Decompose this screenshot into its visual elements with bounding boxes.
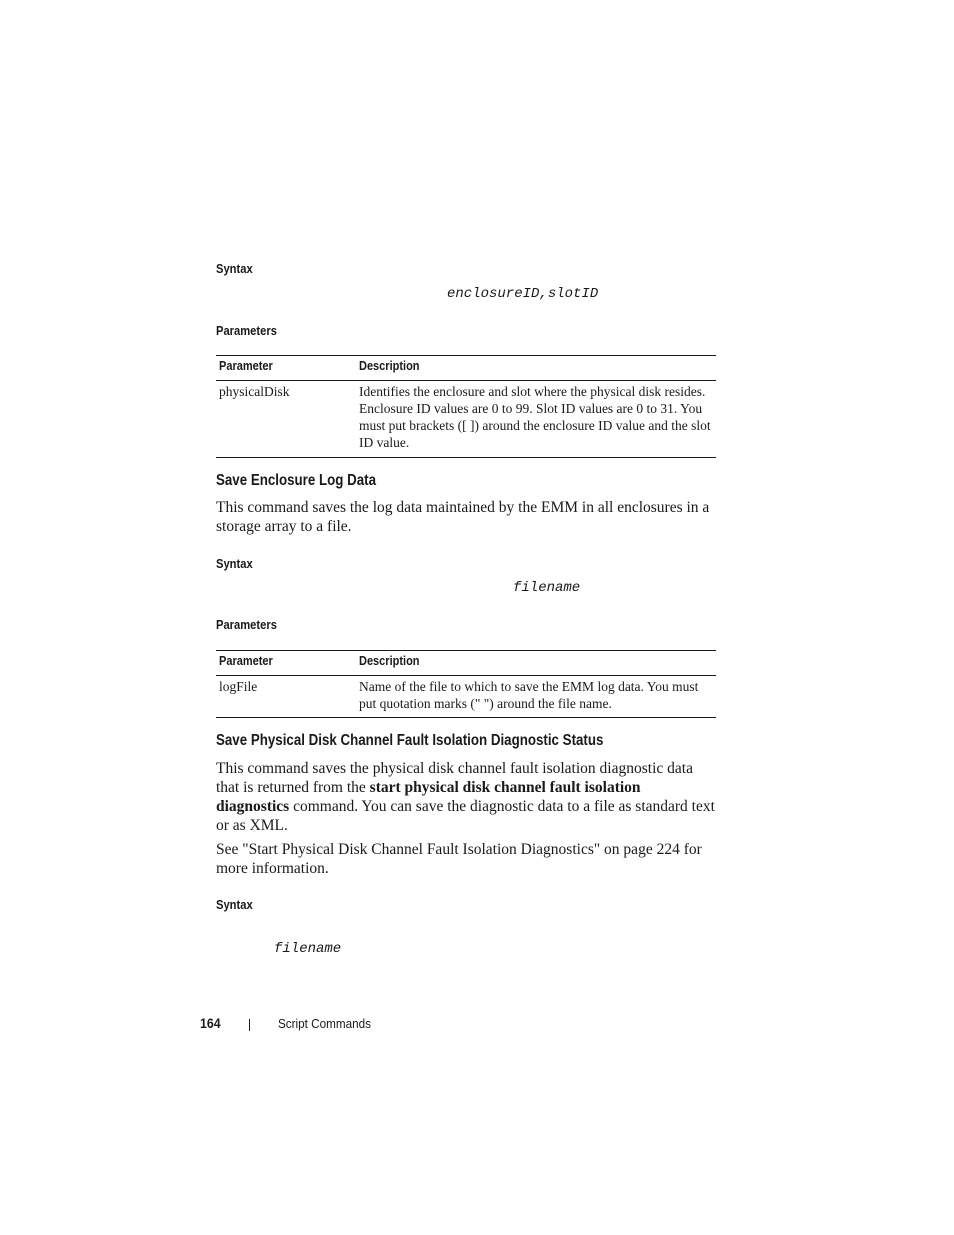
parameters-heading-2: Parameters bbox=[216, 617, 277, 632]
table-header-description: Description bbox=[359, 359, 420, 373]
command-name: start physical disk channel fault isolation diagnostics bbox=[216, 779, 641, 815]
page-number: 164 bbox=[200, 1015, 221, 1031]
table-rule-bottom bbox=[216, 717, 716, 718]
table-cell-description: Name of the file to which to save the EMM log data. You must put quotation marks (" ") around the file name. bbox=[359, 679, 699, 711]
parameters-table-2 bbox=[216, 650, 716, 718]
see-also-paragraph: See "Start Physical Disk Channel Fault Isolation Diagnostics" on page 224 for more information. bbox=[216, 841, 702, 877]
table-rule-top bbox=[216, 650, 716, 651]
section-title-save-enclosure-log-data: Save Enclosure Log Data bbox=[216, 472, 377, 489]
table-cell-description: Identifies the enclosure and slot where the physical disk resides. Enclosure ID values are 0 to 99. Slot ID values are 0 to 31. You must put brackets ([ ]) around the enclosure ID value and the slot ID value. bbox=[359, 384, 711, 450]
table-rule-top bbox=[216, 355, 716, 356]
footer-separator bbox=[249, 1019, 250, 1031]
table-header-parameter: Parameter bbox=[219, 654, 273, 668]
table-rule-header bbox=[216, 675, 716, 676]
section-intro-3 bbox=[216, 759, 716, 835]
syntax-code-1: enclosureID,slotID bbox=[447, 286, 599, 302]
syntax-heading-1: Syntax bbox=[216, 261, 253, 276]
syntax-heading-2: Syntax bbox=[216, 556, 253, 571]
table-header-description: Description bbox=[359, 654, 420, 668]
parameters-table-1 bbox=[216, 355, 716, 458]
table-rule-header bbox=[216, 380, 716, 381]
intro-text-end: command. You can save the diagnostic data to a file as standard text or as XML. bbox=[216, 798, 715, 834]
footer-section-title: Script Commands bbox=[278, 1016, 371, 1031]
intro-text: This command saves the physical disk channel fault isolation diagnostic data that is returned from the bbox=[216, 760, 693, 796]
section-title-save-physical-disk-diagnostic-status: Save Physical Disk Channel Fault Isolation Diagnostic Status bbox=[216, 732, 604, 749]
section-intro-2: This command saves the log data maintained by the EMM in all enclosures in a storage array to a file. bbox=[216, 499, 710, 535]
table-cell-parameter: physicalDisk bbox=[219, 384, 290, 399]
table-cell-parameter: logFile bbox=[219, 679, 258, 694]
syntax-heading-3: Syntax bbox=[216, 897, 253, 912]
syntax-code-2: filename bbox=[513, 580, 581, 596]
table-rule-bottom bbox=[216, 457, 716, 458]
syntax-code-3: filename bbox=[274, 941, 342, 957]
parameters-heading-1: Parameters bbox=[216, 323, 277, 338]
table-header-parameter: Parameter bbox=[219, 359, 273, 373]
